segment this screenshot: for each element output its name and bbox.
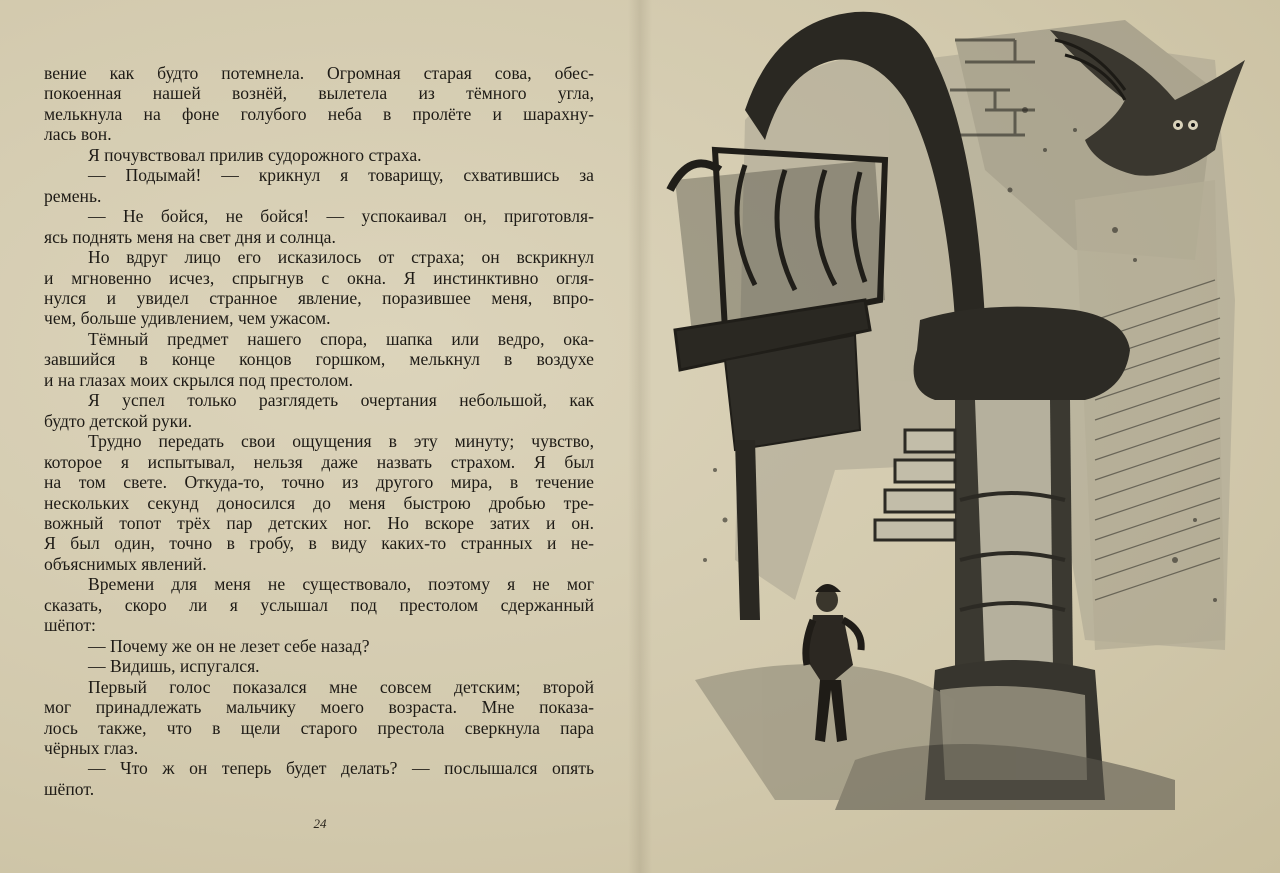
text-line: вожный топот трёх пар детских ног. Но вскоре затих и он.	[44, 512, 594, 533]
text-line: мелькнула на фоне голубого неба в пролёте и шарахну-	[44, 103, 594, 124]
text-line: Тёмный предмет нашего спора, шапка или ведро, ока-	[88, 328, 594, 349]
text-line: шёпот:	[44, 615, 96, 636]
text-line: которое я испытывал, нельзя даже назвать страхом. Я был	[44, 451, 594, 472]
text-line: Трудно передать свои ощущения в эту минуту; чувство,	[88, 431, 594, 452]
text-line: нескольких секунд доносился до меня быстрою дробью тре-	[44, 492, 594, 513]
text-line: лось также, что в щели старого престола сверкнула пара	[44, 717, 594, 738]
text-line: — Почему же он не лезет себе назад?	[88, 635, 370, 656]
text-line: лась вон.	[44, 124, 112, 145]
book-gutter	[628, 0, 652, 873]
text-line: мог принадлежать мальчику моего возраста. Мне показа-	[44, 697, 594, 718]
text-line: — Не бойся, не бойся! — успокаивал он, приготовля-	[88, 206, 594, 227]
text-line: покоенная нашей вознёй, вылетела из тёмного угла,	[44, 83, 594, 104]
text-line: чёрных глаз.	[44, 737, 139, 758]
text-line: ремень.	[44, 185, 102, 206]
chapel-illustration	[655, 0, 1280, 873]
text-line: будто детской руки.	[44, 410, 193, 431]
text-line: вение как будто потемнела. Огромная старая сова, обес-	[44, 63, 594, 83]
text-line: Я почувствовал прилив судорожного страха.	[88, 144, 422, 165]
text-line: сказать, скоро ли я услышал под престолом сдержанный	[44, 594, 594, 615]
text-line: чем, больше удивлением, чем ужасом.	[44, 308, 331, 329]
text-line: Времени для меня не существовало, поэтому я не мог	[88, 574, 594, 595]
text-line: и мгновенно исчез, спрыгнув с окна. Я инстинктивно огля-	[44, 267, 594, 288]
text-line: ясь поднять меня на свет дня и солнца.	[44, 226, 336, 247]
text-line: шёпот.	[44, 778, 95, 799]
text-line: — Что ж он теперь будет делать? — послышался опять	[88, 758, 594, 779]
text-line: Я успел только разглядеть очертания небольшой, как	[88, 390, 594, 411]
text-line: — Подымай! — крикнул я товарищу, схватившись за	[88, 165, 594, 186]
text-line: Но вдруг лицо его исказилось от страха; он вскрикнул	[88, 247, 594, 268]
page-number: 24	[313, 816, 327, 831]
text-line: Я был один, точно в гробу, в виду каких-то странных и не-	[44, 533, 594, 554]
text-line: нулся и увидел странное явление, поразившее меня, впро-	[44, 287, 594, 308]
left-page-text	[44, 63, 594, 799]
text-line: Первый голос показался мне совсем детским; второй	[88, 676, 594, 697]
text-line: на том свете. Откуда-то, точно из другого мира, в течение	[44, 472, 594, 493]
text-line: и на глазах моих скрылся под престолом.	[44, 369, 354, 390]
text-line: — Видишь, испугался.	[88, 656, 260, 677]
text-line: завшийся в конце концов горшком, мелькнул в воздухе	[44, 349, 594, 370]
text-line: объяснимых явлений.	[44, 553, 207, 574]
